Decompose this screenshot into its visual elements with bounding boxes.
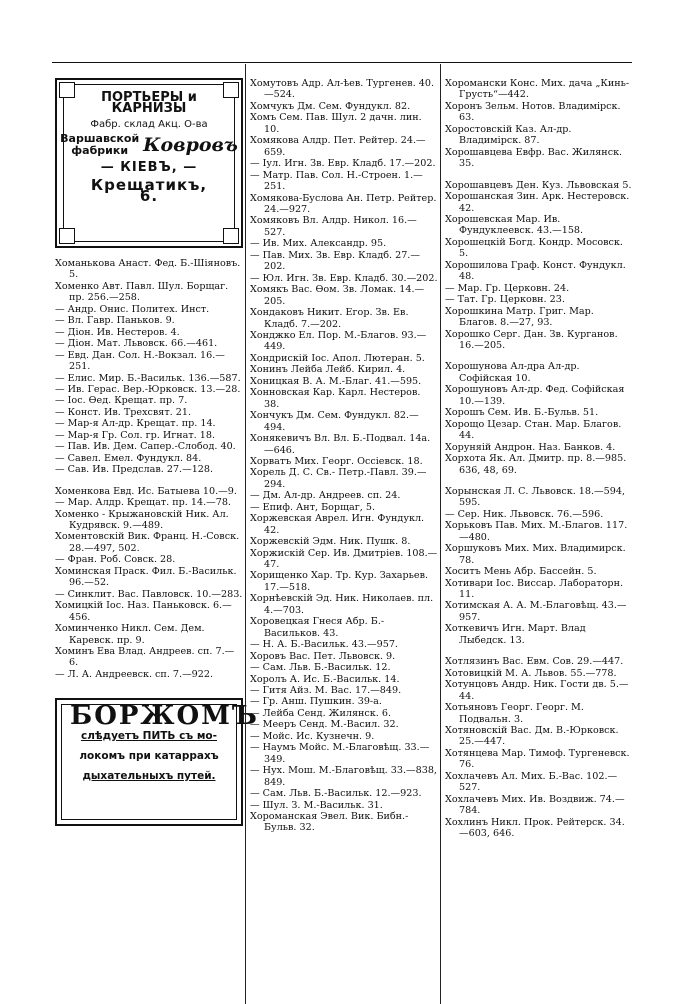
directory-entry: — Мар-я Ал-др. Крещат. пр. 14.	[55, 418, 216, 430]
directory-entry: Хомякова Алдр. Пет. Рейтер. 24.—659.	[250, 135, 426, 158]
directory-entry: — Л. А. Андреевск. сп. 7.—922.	[55, 668, 214, 680]
directory-entry: Хорошанская Зин. Арк. Нестеровск. 42.	[445, 191, 630, 214]
directory-entry: Хоменко - Крыжановскій Ник. Ал. Кудрявск. 9.—489.	[55, 508, 229, 531]
column-3	[445, 78, 633, 840]
entry-list	[55, 258, 243, 680]
directory-entry: Хорошунова Ал-дра Ал-др. Софійская 10.	[445, 361, 580, 384]
directory-entry: Хороманская Эвел. Вик. Бибн.-Бульв. 32.	[250, 811, 409, 834]
directory-entry: Хонякевичъ Вл. Вл. Б.-Подвал. 14а.—646.	[250, 433, 431, 456]
directory-entry: Хорынская Л. С. Львовск. 18.—594, 595.	[445, 485, 625, 509]
directory-entry: Хотивари Іос. Виссар. Лабораторн. 11.	[445, 577, 624, 601]
directory-entry: Хоменкова Евд. Ис. Батыева 10.—9.	[55, 485, 237, 497]
directory-entry: — Ив. Герас. Вер.-Юрковск. 13.—28.	[55, 383, 241, 395]
directory-entry: — Фран. Роб. Совск. 28.	[55, 554, 176, 566]
advert-line	[60, 132, 238, 158]
advert-borjom	[55, 698, 259, 826]
directory-entry: — Мееръ Сенд. М.-Васил. 32.	[250, 719, 399, 731]
directory-entry: — Діон. Ив. Нестеров. 4.	[55, 326, 180, 338]
directory-entry: — Сав. Ив. Предслав. 27.—128.	[55, 464, 214, 476]
directory-entry: Хомяковъ Вл. Алдр. Никол. 16.—527.	[250, 215, 417, 238]
advert-heading: ПОРТЬЕРЫ и КАРНИЗЫ	[101, 90, 197, 117]
advert-brand: Ковровъ	[143, 133, 238, 156]
directory-entry: Хомъ Сем. Пав. Шул. 2 дачн. лин. 10.	[250, 112, 422, 135]
directory-entry: — Наумъ Мойс. М.-Благовѣщ. 33.—349.	[250, 742, 430, 765]
directory-entry: — Мар-я Гр. Сол. гр. Игнат. 18.	[55, 429, 216, 441]
directory-entry: Хорошавцева Евфр. Вас. Жилянск. 35.	[445, 146, 623, 170]
directory-entry: Хоржевскій Эдм. Ник. Пушк. 8.	[250, 536, 411, 548]
directory-entry: Хомчукъ Дм. Сем. Фундукл. 82.	[250, 100, 411, 112]
entry-list	[250, 78, 438, 834]
directory-entry: Хорошецкій Богд. Кондр. Мосовск. 5.	[445, 236, 623, 260]
directory-entry: — Діон. Мат. Львовск. 66.—461.	[55, 338, 218, 350]
directory-entry: Хорошко Серг. Дан. Зв. Курганов. 16.—205.	[445, 328, 618, 351]
directory-entry: — Матр. Пав. Сол. Н.-Строен. 1.—251.	[250, 169, 423, 193]
directory-entry: Хорошуновъ Ал-др. Фед. Софійская 10.—139.	[445, 384, 625, 407]
directory-entry: — Мойс. Ис. Кузнечн. 9.	[250, 730, 375, 742]
ornament-corner	[59, 228, 75, 244]
directory-entry: — Тат. Гр. Церковн. 23.	[445, 294, 565, 306]
directory-entry: Хоминченко Никл. Сем. Дем. Каревск. пр. 9.	[55, 623, 205, 646]
advert-portiery	[55, 78, 243, 248]
directory-entry: — Синклит. Вас. Павловск. 10.—283.	[55, 588, 243, 600]
advert-word: Варшавской	[60, 132, 140, 146]
column-2	[250, 78, 438, 834]
directory-entry: Хотимская А. А. М.-Благовѣщ. 43.—957.	[445, 600, 627, 623]
directory-entry: — Ив. Мих. Александр. 95.	[250, 238, 387, 250]
directory-entry: Хорошилова Граф. Конст. Фундукл. 48.	[445, 259, 626, 283]
ornament-corner	[223, 228, 239, 244]
directory-entry: Хоткевичъ Игн. Март. Влад Лыбедск. 13.	[445, 623, 586, 646]
directory-entry: Хоржискій Сер. Ив. Дмитріев. 108.—47.	[250, 547, 438, 571]
directory-entry: Хотьяновъ Георг. Георг. М. Подвальн. 3.	[445, 702, 584, 725]
advert-line: локомъ при катаррахъ	[79, 749, 219, 762]
directory-entry: Хоруняій Андрон. Наз. Банков. 4.	[445, 441, 616, 453]
directory-entry: Хомутовъ Адр. Ал-ѣев. Тургенев. 40.—524.	[250, 78, 435, 101]
directory-entry: Хотяновскій Вас. Дм. В.-Юрковск. 25.—447.	[445, 725, 619, 748]
directory-entry: Хоманькова Анаст. Фед. Б.-Шіяновъ. 5.	[55, 258, 241, 281]
directory-entry: Хотунцовъ Андр. Ник. Гости дв. 5.—44.	[445, 679, 629, 702]
directory-entry: — Іос. Ѳед. Крещат. пр. 7.	[55, 395, 188, 407]
directory-entry: Хорхота Як. Ал. Дмитр. пр. 8.—985. 636, 48, 69.	[445, 453, 627, 476]
directory-entry: Хохлинъ Никл. Прок. Рейтерск. 34.—603, 646.	[445, 816, 625, 840]
directory-entry: — Мар. Гр. Церковн. 24.	[445, 282, 570, 294]
directory-entry: — Юл. Игн. Зв. Евр. Кладб. 30.—202.	[250, 272, 438, 284]
directory-entry: — Вл. Гавр. Паньков. 9.	[55, 315, 175, 327]
ornament-corner	[59, 82, 75, 98]
directory-entry: — Дм. Ал-др. Андреев. сп. 24.	[250, 490, 401, 502]
directory-entry: Хоронъ Зельм. Нотов. Владимірск. 63.	[445, 100, 621, 124]
directory-entry: Хотовицкій М. А. Львов. 55.—778.	[445, 667, 617, 679]
directory-entry: — Сер. Ник. Львовск. 76.—596.	[445, 508, 604, 520]
directory-entry: Хонджко Ел. Пор. М.-Благов. 93.—449.	[250, 329, 427, 353]
directory-entry: Хоржевская Аврел. Игн. Фундукл. 42.	[250, 513, 425, 536]
directory-entry: — Епиф. Ант, Борщаг, 5.	[250, 501, 375, 513]
directory-entry: — Сам. Льв. Б.-Васильк. 12.	[250, 662, 391, 674]
directory-entry: Хотлязинъ Вас. Евм. Сов. 29.—447.	[445, 656, 624, 668]
directory-entry: Хорьковъ Пав. Мих. М.-Благов. 117.—480.	[445, 520, 628, 543]
directory-entry: — Мар. Алдр. Крещат. пр. 14.—78.	[55, 497, 231, 509]
entry-list	[445, 78, 633, 840]
directory-entry: Хохлачевъ Мих. Ив. Воздвиж. 74.—784.	[445, 793, 625, 817]
advert-city: — КІЕВЪ, —	[100, 160, 198, 176]
directory-entry: Хорощо Цезар. Стан. Мар. Благов. 44.	[445, 418, 622, 442]
top-rule	[52, 62, 632, 63]
directory-entry: Хоменко Авт. Павл. Шул. Борщаг. пр. 256.—258.	[55, 280, 229, 304]
directory-entry: — Евд. Дан. Сол. Н.-Вокзал. 16.—251.	[55, 349, 225, 373]
advert-line: дыхательныхъ путей.	[82, 769, 216, 782]
directory-entry: Хоментовскій Вик. Франц. Н.-Совск. 28.—497, 502.	[55, 531, 240, 554]
directory-entry: — Шул. З. М.-Васильк. 31.	[250, 799, 383, 811]
directory-entry: Хоницкая В. А. М.-Благ. 41.—595.	[250, 375, 422, 387]
directory-entry: Хоромански Конс. Мих. дача „Кинь-Грусть“—442.	[445, 78, 630, 101]
advert-word: фабрики	[71, 144, 129, 158]
directory-entry: — Н. А. Б.-Васильк. 43.—957.	[250, 639, 398, 651]
column-1	[55, 78, 259, 826]
directory-entry: — Іул. Игн. Зв. Евр. Кладб. 17.—202.	[250, 158, 436, 170]
directory-entry: Хоролъ А. Ис. Б.-Васильк. 14.	[250, 673, 400, 685]
directory-entry: Хоростовскій Каз. Ал-др. Владимірск. 87.	[445, 123, 572, 147]
directory-entry: — Сам. Льв. Б.-Васильк. 12.—923.	[250, 788, 422, 800]
directory-entry: Хоминская Праск. Фил. Б.-Васильк. 96.—52.	[55, 565, 237, 589]
directory-entry: Хорищенко Хар. Тр. Кур. Захарьев. 17.—518.	[250, 570, 429, 593]
directory-entry: Хондаковъ Никит. Егор. Зв. Ев. Кладб. 7.—202.	[250, 307, 409, 330]
advert-line: слѣдуетъ ПИТЬ съ мо-	[80, 729, 218, 742]
directory-entry: — Конст. Ив. Трехсвят. 21.	[55, 406, 192, 418]
directory-entry: Хорнѣевскій Эд. Ник. Николаев. пл. 4.—703.	[250, 593, 434, 616]
directory-entry: — Гитя Айз. М. Вас. 17.—849.	[250, 685, 402, 697]
directory-entry: Хоровецкая Гнеся Абр. Б.-Васильков. 43.	[250, 616, 385, 639]
ornament-corner	[223, 82, 239, 98]
directory-entry: — Лейба Сенд. Жилянск. 6.	[250, 707, 392, 719]
directory-entry: Хотянцева Мар. Тимоф. Тургеневск. 76.	[445, 747, 630, 771]
directory-entry: Хонинъ Лейба Лейб. Кирил. 4.	[250, 364, 406, 376]
directory-entry: — Елис. Мир. Б.-Васильк. 136.—587.	[55, 372, 241, 384]
directory-entry: Хорошевская Мар. Ив. Фундуклеевск. 43.—158.	[445, 213, 584, 237]
directory-entry: — Нух. Мош. М.-Благовѣщ. 33.—838, 849.	[250, 765, 437, 788]
directory-entry: — Гр. Анш. Пушкин. 39-а.	[250, 696, 382, 708]
directory-entry: Хончукъ Дм. Сем. Фундукл. 82.—494.	[250, 410, 419, 433]
directory-entry: Хорель Д. С. Св.- Петр.-Павл. 39.—294.	[250, 467, 427, 490]
directory-entry: — Пав. Ив. Дем. Сапер.-Слобод. 40.	[55, 441, 236, 453]
directory-entry: — Пав. Мих. Зв. Евр. Кладб. 27.—202.	[250, 249, 420, 273]
directory-entry: Хорошавцевъ Ден. Куз. Львовская 5.	[445, 179, 632, 191]
directory-entry: Хохлачевъ Ал. Мих. Б.-Вас. 102.—527.	[445, 770, 618, 794]
directory-entry: Хоровъ Вас. Пет. Львовск. 9.	[250, 650, 396, 662]
directory-entry: Хорошкина Матр. Григ. Мар. Благов. 8.—27, 93.	[445, 305, 594, 329]
directory-entry: Хомякъ Вас. Ѳом. Зв. Ломак. 14.—205.	[250, 284, 425, 307]
directory-entry: — Андр. Онис. Политех. Инст.	[55, 303, 210, 315]
directory-entry: Хорватъ Мих. Георг. Оссіевск. 18.	[250, 455, 423, 467]
advert-brand: БОРЖОМЪ	[70, 701, 259, 732]
directory-entry: Хондрискій Іос. Апол. Лютеран. 5.	[250, 352, 425, 364]
directory-entry: — Савел. Емел. Фундукл. 84.	[55, 452, 202, 464]
directory-entry: Хорошъ Сем. Ив. Б.-Бульв. 51.	[445, 407, 599, 419]
directory-entry: Хоршуковъ Мих. Мих. Владимирск. 78.	[445, 543, 626, 566]
directory-entry: Хоминъ Ева Влад. Андреев. сп. 7.—6.	[55, 645, 235, 669]
directory-entry: Хонновская Кар. Карл. Нестеров. 38.	[250, 387, 421, 410]
advert-line: Фабр. склад Акц. О-ва	[90, 118, 208, 130]
directory-entry: Хоситъ Мень Абр. Бассейн. 5.	[445, 566, 597, 578]
advert-address: Крещатикъ, 6.	[90, 175, 208, 206]
directory-entry: Хомицкій Іос. Наз. Паньковск. 6.—456.	[55, 600, 232, 623]
directory-entry: Хомякова-Буслова Ан. Петр. Рейтер. 24.—927.	[250, 192, 437, 215]
